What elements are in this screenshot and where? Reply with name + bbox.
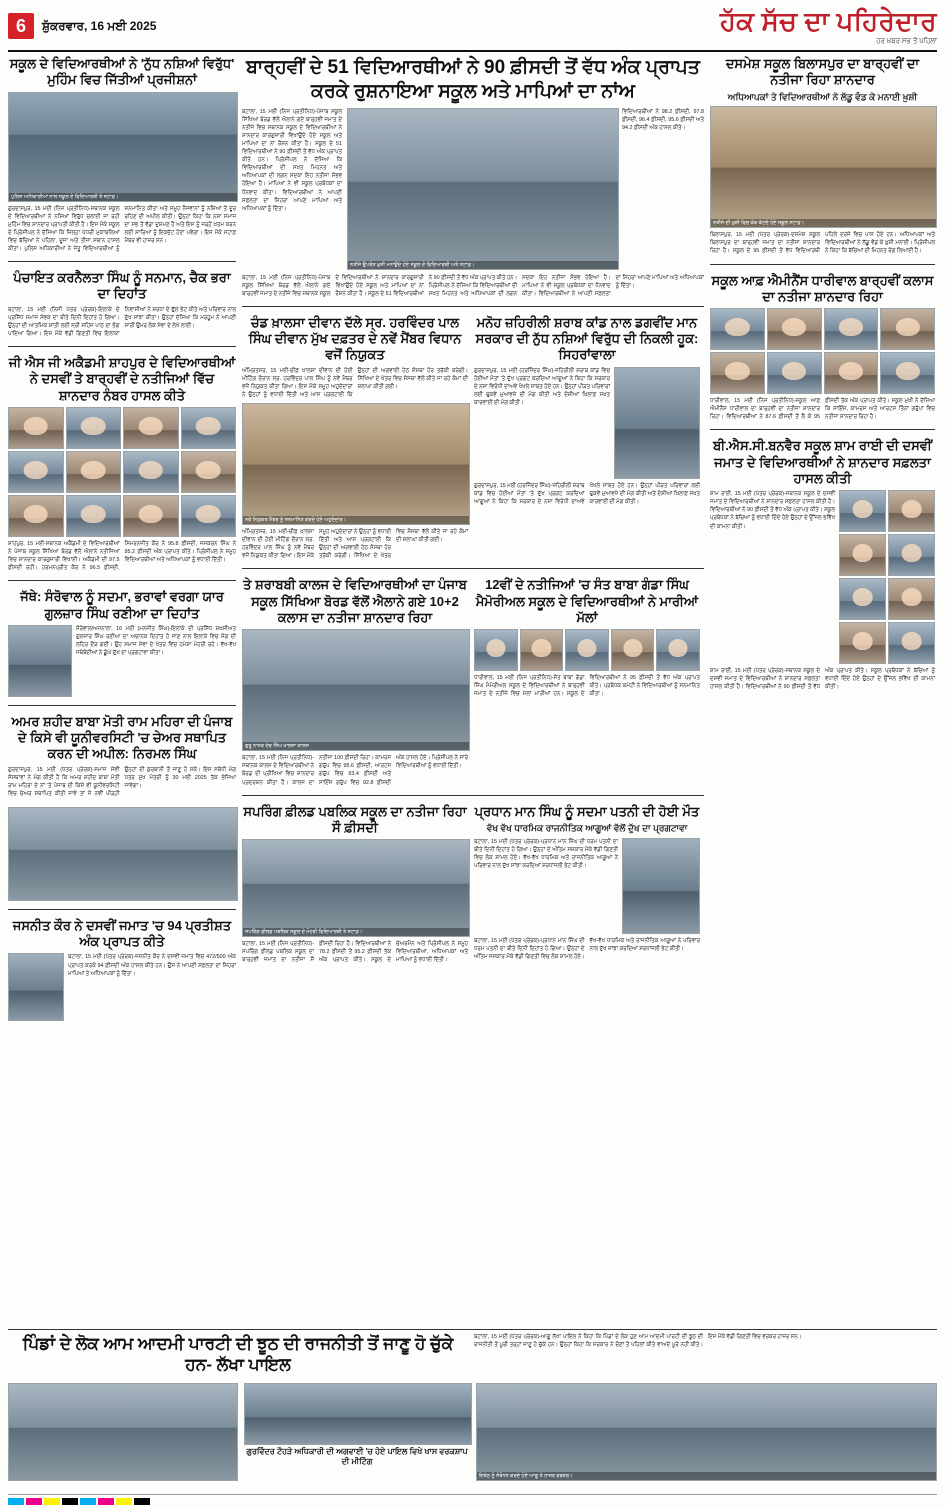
- article-photo: [476, 1383, 937, 1481]
- article-a1: [8, 56, 236, 253]
- swatch-cyan: [8, 1498, 24, 1505]
- article-headline: ਅਮਰ ਸ਼ਹੀਦ ਬਾਬਾ ਮੋਤੀ ਰਾਮ ਮਹਿਰਾ ਦੀ ਪੰਜਾਬ ਦੇ ਕਿਸੇ ਵੀ ਯੂਨੀਵਰਸਿਟੀ 'ਚ ਚੇਅਰ ਸਥਾਪਿਤ ਕਰਨ ਦੀ ਅਪੀਲ: ਨਿਰਮਲ ਸਿੰਘ: [11, 713, 233, 762]
- student-photo: [181, 407, 237, 449]
- student-photo: [839, 490, 886, 532]
- photo-caption: ਨਤੀਜੇ ਉਪਰੰਤ ਖ਼ੁਸ਼ੀ ਮਨਾਉਂਦੇ ਹੋਏ ਸਕੂਲ ਦੇ ਵਿਦਿਆਰਥੀ ਅਤੇ ਸਟਾਫ਼।: [348, 261, 618, 269]
- center-two-up-3: [242, 804, 704, 965]
- divider: [242, 306, 704, 307]
- article-headline: ਮਨੋਹ ਜ਼ਹਿਰੀਲੀ ਸ਼ਰਾਬ ਕਾਂਡ ਨਾਲ ਡਗਵੀਂਦ ਮਾਨ ਸਰਕਾਰ ਦੀ ਨੁੱਧ ਨਸ਼ਿਆਂ ਵਿਰੁੱਧ ਦੀ ਨਿਕਲੀ ਹੂਕ: ਸਿਹਰਾਂਵਾਲਾ: [475, 314, 699, 363]
- student-photo: [181, 451, 237, 493]
- toppers-photo-grid: [474, 629, 700, 671]
- student-photo: [611, 629, 655, 671]
- article-body: ਸੰਰੋਵਾਲ/ਅਜਨਾਲਾ, 16 ਮਈ (ਮਨਜੀਤ ਸਿੰਘ)-ਇਲਾਕੇ ਦੀ ਪ੍ਰਸਿੱਧ ਸ਼ਖ਼ਸੀਅਤ ਗੁਲਜ਼ਾਰ ਸਿੰਘ ਰਣੀਆ ਦਾ ਅਚਾਨਕ ਦਿਹਾਂਤ ਹੋ ਜਾਣ ਨਾਲ ਇਲਾਕੇ ਵਿਚ ਸੋਗ ਦੀ ਲਹਿਰ ਦੌੜ ਗਈ। ਉਹ ਸਮਾਜ ਸੇਵਾ ਦੇ ਖੇਤਰ ਵਿਚ ਹਮੇਸ਼ਾ ਮੋਹਰੀ ਰਹੇ। ਵੱਖ-ਵੱਖ ਜਥੇਬੰਦੀਆਂ ਨੇ ਡੂੰਘੇ ਦੁੱਖ ਦਾ ਪ੍ਰਗਟਾਵਾ ਕੀਤਾ।: [76, 625, 236, 657]
- photo-caption: ਨਵੇਂ ਨਿਯੁਕਤ ਮੈਂਬਰ ਨੂੰ ਸਨਮਾਨਿਤ ਕਰਦੇ ਹੋਏ ਅਹੁਦੇਦਾਰ।: [243, 516, 469, 524]
- article-photo: [347, 108, 619, 270]
- article-body: ਬਿਲਾਸਪੁਰ, 15 ਮਈ (ਪੱਤਰ ਪ੍ਰੇਰਕ)-ਦਸਮੇਸ਼ ਸਕੂਲ ਬਿਲਾਸਪੁਰ ਦਾ ਬਾਰ੍ਹਵੀਂ ਜਮਾਤ ਦਾ ਨਤੀਜਾ ਸ਼ਾਨਦਾਰ ਰਿਹਾ ਹੈ। ਸਕੂਲ ਦੇ 95 ਫ਼ੀਸਦੀ ਤੋਂ ਵੱਧ ਵਿਦਿਆਰਥੀ ਪਹਿਲੇ ਦਰਜੇ ਵਿਚ ਪਾਸ ਹੋਏ ਹਨ। ਅਧਿਆਪਕਾਂ ਅਤੇ ਵਿਦਿਆਰਥੀਆਂ ਨੇ ਲੱਡੂ ਵੰਡ ਕੇ ਖ਼ੁਸ਼ੀ ਮਨਾਈ। ਪ੍ਰਿੰਸੀਪਲ ਨੇ ਕਿਹਾ ਕਿ ਬੱਚਿਆਂ ਦੀ ਮਿਹਨਤ ਰੰਗ ਲਿਆਈ ਹੈ।: [710, 232, 935, 255]
- article-photo: [242, 839, 470, 937]
- article-photo: [244, 1383, 472, 1445]
- divider: [8, 1329, 937, 1330]
- article-a10: [474, 577, 700, 786]
- swatch-magenta: [98, 1498, 114, 1505]
- article-a17: [242, 804, 468, 965]
- student-photo: [880, 352, 935, 394]
- article-body: ਬਟਾਲਾ, 15 ਮਈ (ਨਿਜੀ ਪੱਤਰ ਪ੍ਰੇਰਕ)-ਇਲਾਕੇ ਦੇ ਪ੍ਰਸਿੱਧ ਸਮਾਜ ਸੇਵਕ ਦਾ ਬੀਤੇ ਦਿਨੀਂ ਦਿਹਾਂਤ ਹੋ ਗਿਆ। ਉਨ੍ਹਾਂ ਦੀ ਆਤਮਿਕ ਸ਼ਾਂਤੀ ਲਈ ਸ੍ਰੀ ਸਹਿਜ ਪਾਠ ਦਾ ਭੋਗ ਪਾਇਆ ਗਿਆ। ਇਸ ਮੌਕੇ ਵੱਡੀ ਗਿਣਤੀ ਵਿਚ ਇਲਾਕਾ ਨਿਵਾਸੀਆਂ ਨੇ ਸ਼ਰਧਾ ਦੇ ਫੁੱਲ ਭੇਟ ਕੀਤੇ ਅਤੇ ਪਰਿਵਾਰ ਨਾਲ ਦੁੱਖ ਸਾਂਝਾ ਕੀਤਾ। ਉਨ੍ਹਾਂ ਦੱਸਿਆ ਕਿ ਮਰਹੂਮ ਨੇ ਆਪਣੀ ਸਾਰੀ ਉਮਰ ਲੋਕ ਸੇਵਾ ਦੇ ਲੇਖੇ ਲਾਈ।: [8, 306, 236, 337]
- article-a12: [710, 56, 935, 256]
- article-headline: ਜੀ ਐਸ ਜੀ ਅਕੈਡਮੀ ਸ਼ਾਹਪੁਰ ਦੇ ਵਿਦਿਆਰਥੀਆਂ ਨੇ ਦਸਵੀਂ ਤੇ ਬਾਰ੍ਹਵੀਂ ਦੇ ਨਤੀਜਿਆਂ ਵਿੱਚ ਸ਼ਾਨਦਾਰ ਨੰਬਰ ਹਾਸਲ ਕੀਤੇ: [8, 355, 236, 403]
- swatch-magenta: [26, 1498, 42, 1505]
- article-body: ਧਾਰੀਵਾਲ, 15 ਮਈ (ਨਿਜ ਪ੍ਰਤੀਨਿਧ)-ਸੰਤ ਬਾਬਾ ਗੰਡਾ ਸਿੰਘ ਮੈਮੋਰੀਅਲ ਸਕੂਲ ਦੇ ਵਿਦਿਆਰਥੀਆਂ ਨੇ ਬਾਰ੍ਹਵੀਂ ਜਮਾਤ ਦੇ ਨਤੀਜੇ ਵਿਚ ਮੱਲਾਂ ਮਾਰੀਆਂ ਹਨ। ਸਕੂਲ ਦੇ ਵਿਦਿਆਰਥੀਆਂ ਨੇ 95 ਫ਼ੀਸਦੀ ਤੋਂ ਵੱਧ ਅੰਕ ਪ੍ਰਾਪਤ ਕੀਤੇ। ਪ੍ਰਬੰਧਕ ਕਮੇਟੀ ਨੇ ਵਿਦਿਆਰਥੀਆਂ ਨੂੰ ਸਨਮਾਨਿਤ ਕੀਤਾ।: [474, 675, 700, 698]
- article-body: ਸ਼ਾਮ ਰਾਈ, 15 ਮਈ (ਪੱਤਰ ਪ੍ਰੇਰਕ)-ਸਥਾਨਕ ਸਕੂਲ ਦੇ ਦਸਵੀਂ ਜਮਾਤ ਦੇ ਵਿਦਿਆਰਥੀਆਂ ਨੇ ਸ਼ਾਨਦਾਰ ਸਫ਼ਲਤਾ ਹਾਸਲ ਕੀਤੀ ਹੈ। ਵਿਦਿਆਰਥੀਆਂ ਨੇ 90 ਫ਼ੀਸਦੀ ਤੋਂ ਵੱਧ ਅੰਕ ਪ੍ਰਾਪਤ ਕੀਤੇ। ਸਕੂਲ ਪ੍ਰਬੰਧਕਾਂ ਨੇ ਬੱਚਿਆਂ ਨੂੰ ਵਧਾਈ ਦਿੰਦੇ ਹੋਏ ਉਨ੍ਹਾਂ ਦੇ ਉੱਜਲ ਭਵਿੱਖ ਦੀ ਕਾਮਨਾ ਕੀਤੀ।: [710, 491, 835, 530]
- student-photo: [839, 578, 886, 620]
- publication-date: ਸ਼ੁੱਕਰਵਾਰ, 16 ਮਈ 2025: [42, 18, 157, 33]
- student-photo: [8, 953, 64, 1021]
- student-photo: [888, 578, 935, 620]
- student-photo: [123, 407, 179, 449]
- student-photo: [839, 622, 886, 664]
- bottom-banner: [8, 1326, 937, 1482]
- article-a6: [242, 56, 704, 298]
- photo-caption: ਪੁਲਿਸ ਅਧਿਕਾਰੀਆਂ ਨਾਲ ਸਕੂਲ ਦੇ ਵਿਦਿਆਰਥੀ ਤੇ ਸਟਾਫ਼।: [9, 193, 237, 201]
- photo-caption: ਨਤੀਜੇ ਦੀ ਖ਼ੁਸ਼ੀ ਵਿਚ ਕੇਕ ਕੱਟਦੇ ਹੋਏ ਸਕੂਲ ਸਟਾਫ਼।: [711, 219, 936, 227]
- student-photo: [520, 629, 564, 671]
- student-photo: [888, 490, 935, 532]
- page-number-badge: 6: [8, 13, 34, 39]
- swatch-yellow: [44, 1498, 60, 1505]
- footer-rule: [8, 1494, 937, 1495]
- article-headline: ਬੀ.ਐਸ.ਸੀ.ਬਨਵੈਰ ਸਕੂਲ ਸ਼ਾਮ ਰਾਈ ਦੀ ਦਸਵੀਂ ਜਮਾਤ ਦੇ ਵਿਦਿਆਰਥੀਆਂ ਨੇ ਸ਼ਾਨਦਾਰ ਸਫ਼ਲਤਾ ਹਾਸਲ ਕੀਤੀ: [713, 438, 932, 486]
- student-photo: [767, 308, 822, 350]
- article-headline: ਦਸਮੇਸ਼ ਸਕੂਲ ਬਿਲਾਸਪੁਰ ਦਾ ਬਾਰ੍ਹਵੀਂ ਦਾ ਨਤੀਜਾ ਰਿਹਾ ਸ਼ਾਨਦਾਰ: [725, 56, 920, 88]
- right-column: [710, 56, 935, 1476]
- article-body-continued: ਸ਼ਾਮ ਰਾਈ, 15 ਮਈ (ਪੱਤਰ ਪ੍ਰੇਰਕ)-ਸਥਾਨਕ ਸਕੂਲ ਦੇ ਦਸਵੀਂ ਜਮਾਤ ਦੇ ਵਿਦਿਆਰਥੀਆਂ ਨੇ ਸ਼ਾਨਦਾਰ ਸਫ਼ਲਤਾ ਹਾਸਲ ਕੀਤੀ ਹੈ। ਵਿਦਿਆਰਥੀਆਂ ਨੇ 90 ਫ਼ੀਸਦੀ ਤੋਂ ਵੱਧ ਅੰਕ ਪ੍ਰਾਪਤ ਕੀਤੇ। ਸਕੂਲ ਪ੍ਰਬੰਧਕਾਂ ਨੇ ਬੱਚਿਆਂ ਨੂੰ ਵਧਾਈ ਦਿੰਦੇ ਹੋਏ ਉਨ੍ਹਾਂ ਦੇ ਉੱਜਲ ਭਵਿੱਖ ਦੀ ਕਾਮਨਾ ਕੀਤੀ।: [710, 668, 935, 691]
- article-a15-media: [474, 1333, 937, 1380]
- divider: [710, 264, 935, 265]
- cmyk-registration-bar: [8, 1498, 150, 1505]
- toppers-photo-grid: [8, 407, 236, 537]
- article-photo: [8, 92, 238, 202]
- article-body-continued: ਗੁਰਦਾਸਪੁਰ, 15 ਮਈ (ਹਰਜਿੰਦਰ ਸਿੰਘ)-ਜ਼ਹਿਰੀਲੀ ਸ਼ਰਾਬ ਕਾਂਡ ਵਿਚ ਹੋਈਆਂ ਮੌਤਾਂ 'ਤੇ ਦੁੱਖ ਪ੍ਰਗਟ ਕਰਦਿਆਂ ਆਗੂਆਂ ਨੇ ਕਿਹਾ ਕਿ ਸਰਕਾਰ ਦੇ ਨਸ਼ਾ ਵਿਰੋਧੀ ਦਾਅਵੇ ਖੋਖਲੇ ਸਾਬਤ ਹੋਏ ਹਨ। ਉਨ੍ਹਾਂ ਪੀੜਤ ਪਰਿਵਾਰਾਂ ਲਈ ਢੁਕਵੇਂ ਮੁਆਵਜ਼ੇ ਦੀ ਮੰਗ ਕੀਤੀ ਅਤੇ ਦੋਸ਼ੀਆਂ ਖ਼ਿਲਾਫ਼ ਸਖ਼ਤ ਕਾਰਵਾਈ ਦੀ ਮੰਗ ਕੀਤੀ।: [474, 482, 700, 505]
- newspaper-title: ਹੱਕ ਸੱਚ ਦਾ ਪਹਿਰੇਦਾਰ: [719, 7, 937, 36]
- article-headline: ਸਕੂਲ ਆਫ਼ ਐਮੀਨੈਂਸ ਧਾਰੀਵਾਲ ਬਾਰ੍ਹਵੀਂ ਕਲਾਸ ਦਾ ਨਤੀਜਾ ਸ਼ਾਨਦਾਰ ਰਿਹਾ: [711, 272, 934, 304]
- student-photo: [123, 451, 179, 493]
- student-photo: [474, 629, 518, 671]
- article-body-continued: ਬਟਾਲਾ, 15 ਮਈ (ਪੱਤਰ ਪ੍ਰੇਰਕ)-ਪ੍ਰਧਾਨ ਮਾਨ ਸਿੰਘ ਦੀ ਧਰਮ ਪਤਨੀ ਦਾ ਬੀਤੇ ਦਿਨੀਂ ਦਿਹਾਂਤ ਹੋ ਗਿਆ। ਉਨ੍ਹਾਂ ਦੇ ਅੰਤਿਮ ਸਸਕਾਰ ਮੌਕੇ ਵੱਡੀ ਗਿਣਤੀ ਵਿਚ ਲੋਕ ਸ਼ਾਮਲ ਹੋਏ। ਵੱਖ-ਵੱਖ ਧਾਰਮਿਕ ਅਤੇ ਰਾਜਨੀਤਿਕ ਆਗੂਆਂ ਨੇ ਪਰਿਵਾਰ ਨਾਲ ਦੁੱਖ ਸਾਂਝਾ ਕਰਦਿਆਂ ਸ਼ਰਧਾਂਜਲੀ ਭੇਟ ਕੀਤੀ।: [474, 937, 700, 960]
- student-photo: [565, 629, 609, 671]
- page-grid: [8, 56, 937, 1476]
- article-a3: [8, 355, 236, 572]
- article-a7: [242, 315, 468, 561]
- swatch-yellow: [116, 1498, 132, 1505]
- article-headline: ਪ੍ਰਧਾਨ ਮਾਨ ਸਿੰਘ ਨੂੰ ਸਦਮਾ ਪਤਨੀ ਦੀ ਹੋਈ ਮੌਤ: [474, 803, 700, 819]
- article-photo: [242, 403, 470, 525]
- article-a18: [244, 1383, 470, 1481]
- divider: [710, 429, 935, 430]
- student-photo: [8, 451, 64, 493]
- article-body: ਬਟਾਲਾ, 15 ਮਈ (ਨਿਜ ਪ੍ਰਤੀਨਿਧ)-ਸਥਾਨਕ ਕਾਲਜ ਦੇ ਵਿਦਿਆਰਥੀਆਂ ਨੇ ਬੋਰਡ ਦੀ ਪ੍ਰੀਖਿਆ ਵਿਚ ਸ਼ਾਨਦਾਰ ਪ੍ਰਦਰਸ਼ਨ ਕੀਤਾ ਹੈ। ਕਾਲਜ ਦਾ ਨਤੀਜਾ 100 ਫ਼ੀਸਦੀ ਰਿਹਾ। ਕਾਮਰਸ ਗਰੁੱਪ ਵਿਚ 95.6 ਫ਼ੀਸਦੀ, ਆਰਟਸ ਗਰੁੱਪ ਵਿਚ 93.4 ਫ਼ੀਸਦੀ ਅਤੇ ਸਾਇੰਸ ਗਰੁੱਪ ਵਿਚ 92.8 ਫ਼ੀਸਦੀ ਅੰਕ ਹਾਸਲ ਹੋਏ। ਪ੍ਰਿੰਸੀਪਲ ਨੇ ਸਾਰੇ ਵਿਦਿਆਰਥੀਆਂ ਨੂੰ ਵਧਾਈ ਦਿੱਤੀ।: [242, 755, 468, 786]
- article-a8: [242, 577, 468, 786]
- center-two-up: [242, 315, 704, 561]
- divider: [8, 346, 236, 347]
- article-headline: 12ਵੀਂ ਦੇ ਨਤੀਜਿਆਂ 'ਚ ਸੰਤ ਬਾਬਾ ਗੰਡਾ ਸਿੰਘ ਮੈਮੋਰੀਅਲ ਸਕੂਲ ਦੇ ਵਿਦਿਆਰਥੀਆਂ ਨੇ ਮਾਰੀਆਂ ਮੱਲਾਂ: [475, 577, 699, 625]
- swatch-black: [134, 1498, 150, 1505]
- article-photo: [8, 807, 238, 901]
- article-body: ਸ਼ਾਹਪੁਰ, 15 ਮਈ-ਸਥਾਨਕ ਅਕੈਡਮੀ ਦੇ ਵਿਦਿਆਰਥੀਆਂ ਨੇ ਪੰਜਾਬ ਸਕੂਲ ਸਿੱਖਿਆ ਬੋਰਡ ਵੱਲੋਂ ਐਲਾਨੇ ਨਤੀਜਿਆਂ ਵਿਚ ਸ਼ਾਨਦਾਰ ਕਾਰਗੁਜ਼ਾਰੀ ਵਿਖਾਈ। ਅਕੈਡਮੀ ਦੀ 97.5 ਫ਼ੀਸਦੀ ਰਹੀ। ਹਰਮਨਪ੍ਰੀਤ ਕੌਰ ਨੇ 96.5 ਫ਼ੀਸਦੀ, ਸਿਮਰਨਜੀਤ ਕੌਰ ਨੇ 95.8 ਫ਼ੀਸਦੀ, ਜਸਕਰਨ ਸਿੰਘ ਨੇ 95.2 ਫ਼ੀਸਦੀ ਅੰਕ ਪ੍ਰਾਪਤ ਕੀਤੇ। ਪ੍ਰਿੰਸੀਪਲ ਨੇ ਸਮੂਹ ਵਿਦਿਆਰਥੀਆਂ ਅਤੇ ਅਧਿਆਪਕਾਂ ਨੂੰ ਵਧਾਈ ਦਿੱਤੀ।: [8, 540, 236, 572]
- article-body: ਬਟਾਲਾ, 15 ਮਈ (ਪੱਤਰ ਪ੍ਰੇਰਕ)-ਆਗੂ ਲੱਖਾ ਪਾਇਲ ਨੇ ਕਿਹਾ ਕਿ ਪਿੰਡਾਂ ਦੇ ਲੋਕ ਹੁਣ ਆਮ ਆਦਮੀ ਪਾਰਟੀ ਦੀ ਝੂਠ ਦੀ ਰਾਜਨੀਤੀ ਤੋਂ ਪੂਰੀ ਤਰ੍ਹਾਂ ਜਾਣੂ ਹੋ ਚੁੱਕੇ ਹਨ। ਉਨ੍ਹਾਂ ਕਿਹਾ ਕਿ ਸਰਕਾਰ ਨੇ ਚੋਣਾਂ ਤੋਂ ਪਹਿਲਾਂ ਕੀਤੇ ਵਾਅਦੇ ਪੂਰੇ ਨਹੀਂ ਕੀਤੇ। ਇਸ ਮੌਕੇ ਵੱਡੀ ਗਿਣਤੀ ਵਿਚ ਵਰਕਰ ਹਾਜ਼ਰ ਸਨ।: [474, 1333, 802, 1348]
- article-headline: ਚੰਡ ਖ਼ਾਲਸਾ ਦੀਵਾਨ ਦੱਲੇ ਸ੍ਰ. ਹਰਵਿੰਦਰ ਪਾਲ ਸਿੰਘ ਦੀਵਾਨ ਮੁੱਖ ਦਫ਼ਤਰ ਦੇ ਨਵੇਂ ਮੈਂਬਰ ਵਿਧਾਨ ਵਜੋਂ ਨਿਯੁਕਤ: [248, 314, 462, 363]
- toppers-photo-grid: [839, 490, 935, 664]
- masthead: [8, 6, 937, 52]
- article-headline: ਗੁਰਵਿੰਦਰ ਟੌਹੜੇ ਅਧਿਕਾਰੀ ਦੀ ਅਗਵਾਈ 'ਚ ਹੋਏ ਪਾਇਲ ਵਿਖੇ ਖਾਸ ਵਰਕਸ਼ਾਪ ਦੀ ਮੀਟਿੰਗ: [246, 1447, 468, 1466]
- student-photo: [66, 451, 122, 493]
- article-headline: ਤੇ ਸ਼ਰਾਬਬੀ ਕਾਲਜ ਦੇ ਵਿਦਿਆਰਥੀਆਂ ਦਾ ਪੰਜਾਬ ਸਕੂਲ ਸਿੱਖਿਆ ਬੋਰਡ ਵੱਲੋਂ ਐਲਾਨੇ ਗਏ 10+2 ਕਲਾਸ ਦਾ ਨਤੀਜਾ ਸ਼ਾਨਦਾਰ ਰਿਹਾ: [243, 577, 467, 625]
- article-photo: [622, 838, 700, 934]
- article-a5: [8, 714, 236, 798]
- student-photo: [8, 495, 64, 537]
- student-photo: [824, 308, 879, 350]
- photo-caption: ਇਕੱਠ ਨੂੰ ਸੰਬੋਧਨ ਕਰਦੇ ਹੋਏ ਆਗੂ ਤੇ ਹਾਜ਼ਰ ਵਰਕਰ।: [477, 1472, 936, 1480]
- article-photo: [710, 106, 937, 228]
- article-a16: [8, 918, 236, 1022]
- photo-caption: ਸਪਰਿੰਗ ਫ਼ੀਲਡ ਪਬਲਿਕ ਸਕੂਲ ਦੇ ਮੋਹਰੀ ਵਿਦਿਆਰਥੀ ਤੇ ਸਟਾਫ਼।: [243, 928, 469, 936]
- divider: [8, 261, 236, 262]
- article-a2: [8, 270, 236, 338]
- student-photo: [880, 308, 935, 350]
- student-photo: [66, 407, 122, 449]
- student-photo: [888, 534, 935, 576]
- newspaper-tagline: ਹਰ ਖ਼ਬਰ ਸਭ ਤੋਂ ਪਹਿਲਾਂ: [876, 38, 937, 45]
- article-headline: ਪਿੰਡਾਂ ਦੇ ਲੋਕ ਆਮ ਆਦਮੀ ਪਾਰਟੀ ਦੀ ਝੂਠ ਦੀ ਰਾਜਨੀਤੀ ਤੋਂ ਜਾਣੂ ਹੋ ਚੁੱਕੇ ਹਨ- ਲੱਖਾ ਪਾਇਲ: [22, 1333, 454, 1374]
- article-photo: [242, 629, 470, 751]
- article-body: ਗੁਰਦਾਸਪੁਰ, 15 ਮਈ (ਹਰਜਿੰਦਰ ਸਿੰਘ)-ਜ਼ਹਿਰੀਲੀ ਸ਼ਰਾਬ ਕਾਂਡ ਵਿਚ ਹੋਈਆਂ ਮੌਤਾਂ 'ਤੇ ਦੁੱਖ ਪ੍ਰਗਟ ਕਰਦਿਆਂ ਆਗੂਆਂ ਨੇ ਕਿਹਾ ਕਿ ਸਰਕਾਰ ਦੇ ਨਸ਼ਾ ਵਿਰੋਧੀ ਦਾਅਵੇ ਖੋਖਲੇ ਸਾਬਤ ਹੋਏ ਹਨ। ਉਨ੍ਹਾਂ ਪੀੜਤ ਪਰਿਵਾਰਾਂ ਲਈ ਢੁਕਵੇਂ ਮੁਆਵਜ਼ੇ ਦੀ ਮੰਗ ਕੀਤੀ ਅਤੇ ਦੋਸ਼ੀਆਂ ਖ਼ਿਲਾਫ਼ ਸਖ਼ਤ ਕਾਰਵਾਈ ਦੀ ਮੰਗ ਕੀਤੀ।: [474, 367, 610, 407]
- center-column: [242, 56, 704, 1476]
- article-body: ਅੰਮ੍ਰਿਤਸਰ, 15 ਮਈ-ਚੀਫ਼ ਖ਼ਾਲਸਾ ਦੀਵਾਨ ਦੀ ਹੋਈ ਮੀਟਿੰਗ ਦੌਰਾਨ ਸ੍ਰ. ਹਰਵਿੰਦਰ ਪਾਲ ਸਿੰਘ ਨੂੰ ਨਵੇਂ ਮੈਂਬਰ ਵਜੋਂ ਨਿਯੁਕਤ ਕੀਤਾ ਗਿਆ। ਇਸ ਮੌਕੇ ਸਮੂਹ ਅਹੁਦੇਦਾਰਾਂ ਨੇ ਉਨ੍ਹਾਂ ਨੂੰ ਵਧਾਈ ਦਿੱਤੀ ਅਤੇ ਆਸ ਪ੍ਰਗਟਾਈ ਕਿ ਉਨ੍ਹਾਂ ਦੀ ਅਗਵਾਈ ਹੇਠ ਸੰਸਥਾ ਹੋਰ ਤਰੱਕੀ ਕਰੇਗੀ। ਸਿੱਖਿਆ ਦੇ ਖੇਤਰ ਵਿਚ ਸੰਸਥਾ ਵੱਲੋਂ ਕੀਤੇ ਜਾ ਰਹੇ ਕੰਮਾਂ ਦੀ ਸ਼ਲਾਘਾ ਕੀਤੀ ਗਈ।: [242, 367, 468, 398]
- article-body-secondary: ਵਿਦਿਆਰਥੀਆਂ ਨੇ 98.2 ਫ਼ੀਸਦੀ, 97.8 ਫ਼ੀਸਦੀ, 96.4 ਫ਼ੀਸਦੀ, 95.6 ਫ਼ੀਸਦੀ ਅਤੇ 94.2 ਫ਼ੀਸਦੀ ਅੰਕ ਹਾਸਲ ਕੀਤੇ।: [622, 108, 704, 131]
- article-body: ਗੁਰਦਾਸਪੁਰ, 15 ਮਈ (ਨਿਜ ਪ੍ਰਤੀਨਿਧ)-ਸਥਾਨਕ ਸਕੂਲ ਦੇ ਵਿਦਿਆਰਥੀਆਂ ਨੇ ਨਸ਼ਿਆਂ ਵਿਰੁੱਧ ਚਲਾਈ ਜਾ ਰਹੀ ਮੁਹਿੰਮ ਵਿਚ ਸ਼ਾਨਦਾਰ ਪ੍ਰਾਪਤੀ ਕੀਤੀ ਹੈ। ਇਸ ਮੌਕੇ ਸਕੂਲ ਦੇ ਪ੍ਰਿੰਸੀਪਲ ਨੇ ਦੱਸਿਆ ਕਿ ਜ਼ਿਲ੍ਹਾ ਪੱਧਰੀ ਮੁਕਾਬਲਿਆਂ ਵਿਚ ਬੱਚਿਆਂ ਨੇ ਪਹਿਲਾ, ਦੂਜਾ ਅਤੇ ਤੀਜਾ ਸਥਾਨ ਹਾਸਲ ਕੀਤਾ। ਪੁਲਿਸ ਅਧਿਕਾਰੀਆਂ ਨੇ ਜੇਤੂ ਵਿਦਿਆਰਥੀਆਂ ਨੂੰ ਸਨਮਾਨਿਤ ਕੀਤਾ ਅਤੇ ਸਮੂਹ ਨੌਜਵਾਨਾਂ ਨੂੰ ਨਸ਼ਿਆਂ ਤੋਂ ਦੂਰ ਰਹਿਣ ਦੀ ਅਪੀਲ ਕੀਤੀ। ਉਨ੍ਹਾਂ ਕਿਹਾ ਕਿ ਨਸ਼ਾ ਸਮਾਜ ਦਾ ਸਭ ਤੋਂ ਵੱਡਾ ਦੁਸ਼ਮਣ ਹੈ ਅਤੇ ਇਸ ਨੂੰ ਜੜ੍ਹੋਂ ਖ਼ਤਮ ਕਰਨ ਲਈ ਸਾਰਿਆਂ ਨੂੰ ਇਕਜੁੱਟ ਹੋਣਾ ਪਵੇਗਾ। ਇਸ ਮੌਕੇ ਸਟਾਫ਼ ਮੈਂਬਰ ਵੀ ਹਾਜ਼ਰ ਸਨ।: [8, 205, 236, 253]
- article-subheadline: ਅਧਿਆਪਕਾਂ ਤੇ ਵਿਦਿਆਰਥੀਆਂ ਨੇ ਲੱਡੂ ਵੰਡ ਕੇ ਮਨਾਈ ਖ਼ੁਸ਼ੀ: [727, 91, 918, 102]
- student-photo: [710, 352, 765, 394]
- article-headline: ਸਪਰਿੰਗ ਫ਼ੀਲਡ ਪਬਲਿਕ ਸਕੂਲ ਦਾ ਨਤੀਜਾ ਰਿਹਾ ਸੌ ਫ਼ੀਸਦੀ: [243, 803, 467, 835]
- student-photo: [839, 534, 886, 576]
- article-body-continued: ਅੰਮ੍ਰਿਤਸਰ, 15 ਮਈ-ਚੀਫ਼ ਖ਼ਾਲਸਾ ਦੀਵਾਨ ਦੀ ਹੋਈ ਮੀਟਿੰਗ ਦੌਰਾਨ ਸ੍ਰ. ਹਰਵਿੰਦਰ ਪਾਲ ਸਿੰਘ ਨੂੰ ਨਵੇਂ ਮੈਂਬਰ ਵਜੋਂ ਨਿਯੁਕਤ ਕੀਤਾ ਗਿਆ। ਇਸ ਮੌਕੇ ਸਮੂਹ ਅਹੁਦੇਦਾਰਾਂ ਨੇ ਉਨ੍ਹਾਂ ਨੂੰ ਵਧਾਈ ਦਿੱਤੀ ਅਤੇ ਆਸ ਪ੍ਰਗਟਾਈ ਕਿ ਉਨ੍ਹਾਂ ਦੀ ਅਗਵਾਈ ਹੇਠ ਸੰਸਥਾ ਹੋਰ ਤਰੱਕੀ ਕਰੇਗੀ। ਸਿੱਖਿਆ ਦੇ ਖੇਤਰ ਵਿਚ ਸੰਸਥਾ ਵੱਲੋਂ ਕੀਤੇ ਜਾ ਰਹੇ ਕੰਮਾਂ ਦੀ ਸ਼ਲਾਘਾ ਕੀਤੀ ਗਈ।: [242, 529, 468, 560]
- article-body: ਗੁਰਦਾਸਪੁਰ, 15 ਮਈ (ਪੱਤਰ ਪ੍ਰੇਰਕ)-ਸਮਾਜ ਸੇਵੀ ਸੰਸਥਾਵਾਂ ਨੇ ਮੰਗ ਕੀਤੀ ਹੈ ਕਿ ਅਮਰ ਸ਼ਹੀਦ ਬਾਬਾ ਮੋਤੀ ਰਾਮ ਮਹਿਰਾ ਦੇ ਨਾਂ 'ਤੇ ਪੰਜਾਬ ਦੀ ਕਿਸੇ ਵੀ ਯੂਨੀਵਰਸਿਟੀ ਵਿਚ ਚੇਅਰ ਸਥਾਪਿਤ ਕੀਤੀ ਜਾਵੇ ਤਾਂ ਜੋ ਨਵੀਂ ਪੀੜ੍ਹੀ ਉਨ੍ਹਾਂ ਦੀ ਕੁਰਬਾਨੀ ਤੋਂ ਜਾਣੂ ਹੋ ਸਕੇ। ਇਸ ਸਬੰਧੀ ਮੰਗ ਪੱਤਰ ਮੁੱਖ ਮੰਤਰੀ ਨੂੰ 30 ਮਈ 2025 ਤੱਕ ਭੇਜਿਆ ਜਾਵੇਗਾ।: [8, 766, 236, 797]
- divider: [8, 580, 236, 581]
- student-photo: [710, 308, 765, 350]
- article-headline: ਬਾਰ੍ਹਵੀਂ ਦੇ 51 ਵਿਦਿਆਰਥੀਆਂ ਨੇ 90 ਫ਼ੀਸਦੀ ਤੋਂ ਵੱਧ ਅੰਕ ਪ੍ਰਾਪਤ ਕਰਕੇ ਰੁਸ਼ਨਾਇਆ ਸਕੂਲ ਅਤੇ ਮਾਪਿਆਂ ਦਾ ਨਾਂਅ: [246, 57, 700, 102]
- article-photo: [614, 367, 700, 479]
- student-photo: [181, 495, 237, 537]
- student-photo: [824, 352, 879, 394]
- article-photo: [8, 1383, 238, 1481]
- article-body-continued: ਬਟਾਲਾ, 15 ਮਈ (ਨਿਜ ਪ੍ਰਤੀਨਿਧ)-ਪੰਜਾਬ ਸਕੂਲ ਸਿੱਖਿਆ ਬੋਰਡ ਵੱਲੋਂ ਐਲਾਨੇ ਗਏ ਬਾਰ੍ਹਵੀਂ ਜਮਾਤ ਦੇ ਨਤੀਜੇ ਵਿਚ ਸਥਾਨਕ ਸਕੂਲ ਦੇ ਵਿਦਿਆਰਥੀਆਂ ਨੇ ਸ਼ਾਨਦਾਰ ਕਾਰਗੁਜ਼ਾਰੀ ਵਿਖਾਉਂਦੇ ਹੋਏ ਸਕੂਲ ਅਤੇ ਮਾਪਿਆਂ ਦਾ ਨਾਂ ਰੌਸ਼ਨ ਕੀਤਾ ਹੈ। ਸਕੂਲ ਦੇ 51 ਵਿਦਿਆਰਥੀਆਂ ਨੇ 90 ਫ਼ੀਸਦੀ ਤੋਂ ਵੱਧ ਅੰਕ ਪ੍ਰਾਪਤ ਕੀਤੇ ਹਨ। ਪ੍ਰਿੰਸੀਪਲ ਨੇ ਦੱਸਿਆ ਕਿ ਵਿਦਿਆਰਥੀਆਂ ਦੀ ਸਖ਼ਤ ਮਿਹਨਤ ਅਤੇ ਅਧਿਆਪਕਾਂ ਦੀ ਲਗਨ ਸਦਕਾ ਇਹ ਨਤੀਜਾ ਸੰਭਵ ਹੋਇਆ ਹੈ। ਮਾਪਿਆਂ ਨੇ ਵੀ ਸਕੂਲ ਪ੍ਰਬੰਧਕਾਂ ਦਾ ਧੰਨਵਾਦ ਕੀਤਾ। ਵਿਦਿਆਰਥੀਆਂ ਨੇ ਆਪਣੀ ਸਫ਼ਲਤਾ ਦਾ ਸਿਹਰਾ ਆਪਣੇ ਮਾਪਿਆਂ ਅਤੇ ਅਧਿਆਪਕਾਂ ਨੂੰ ਦਿੱਤਾ।: [242, 274, 704, 297]
- article-headline: ਜਸਨੀਤ ਕੌਰ ਨੇ ਦਸਵੀਂ ਜਮਾਤ 'ਚ 94 ਪ੍ਰਤੀਸ਼ਤ ਅੰਕ ਪ੍ਰਾਪਤ ਕੀਤੇ: [12, 917, 232, 950]
- center-two-up-2: [242, 577, 704, 786]
- article-a9: [474, 315, 700, 561]
- toppers-photo-grid: [710, 308, 935, 394]
- article-a11: [474, 804, 700, 965]
- divider: [242, 795, 704, 796]
- article-headline: ਪੰਚਾਇਤ ਕਰਨੈਲਤਾ ਸਿੰਘ ਨੂੰ ਸਨਮਾਨ, ਚੈਕ ਭਰਾ ਦਾ ਦਿਹਾਂਤ: [13, 270, 231, 302]
- article-a13: [710, 273, 935, 422]
- student-photo: [767, 352, 822, 394]
- divider: [8, 909, 236, 910]
- article-headline: ਜੱਥੇ: ਸੰਰੋਵਾਲ ਨੂੰ ਸਦਮਾ, ਭਰਾਵਾਂ ਵਰਗਾ ਯਾਰ ਗੁਲਜ਼ਾਰ ਸਿੰਘ ਰਣੀਆ ਦਾ ਦਿਹਾਂਤ: [20, 589, 224, 621]
- divider: [8, 705, 236, 706]
- article-body: ਬਟਾਲਾ, 15 ਮਈ (ਪੱਤਰ ਪ੍ਰੇਰਕ)-ਜਸਨੀਤ ਕੌਰ ਨੇ ਦਸਵੀਂ ਜਮਾਤ ਵਿਚ 472/500 ਅੰਕ ਪ੍ਰਾਪਤ ਕਰਕੇ 94 ਫ਼ੀਸਦੀ ਅੰਕ ਹਾਸਲ ਕੀਤੇ ਹਨ। ਉਸ ਨੇ ਆਪਣੀ ਸਫ਼ਲਤਾ ਦਾ ਸਿਹਰਾ ਮਾਪਿਆਂ ਤੇ ਅਧਿਆਪਕਾਂ ਨੂੰ ਦਿੱਤਾ।: [68, 954, 236, 977]
- student-photo: [66, 495, 122, 537]
- photo-caption: ਗੁਰੂ ਨਾਨਕ ਦੇਵ ਸਿੰਘ ਖ਼ਾਲਸਾ ਕਾਲਜ: [243, 742, 469, 750]
- article-photo: [8, 625, 72, 697]
- student-photo: [123, 495, 179, 537]
- student-photo: [8, 407, 64, 449]
- student-photo: [888, 622, 935, 664]
- article-a15-text: [8, 1333, 468, 1380]
- divider: [242, 568, 704, 569]
- article-body: ਬਟਾਲਾ, 15 ਮਈ (ਨਿਜ ਪ੍ਰਤੀਨਿਧ)-ਸਪਰਿੰਗ ਫ਼ੀਲਡ ਪਬਲਿਕ ਸਕੂਲ ਦਾ ਬਾਰ੍ਹਵੀਂ ਜਮਾਤ ਦਾ ਨਤੀਜਾ ਸੌ ਫ਼ੀਸਦੀ ਰਿਹਾ ਹੈ। ਵਿਦਿਆਰਥੀਆਂ ਨੇ 78.2 ਫ਼ੀਸਦੀ ਤੋਂ 95.2 ਫ਼ੀਸਦੀ ਤੱਕ ਅੰਕ ਪ੍ਰਾਪਤ ਕੀਤੇ। ਸਕੂਲ ਦੇ ਚੇਅਰਮੈਨ ਅਤੇ ਪ੍ਰਿੰਸੀਪਲ ਨੇ ਸਮੂਹ ਵਿਦਿਆਰਥੀਆਂ, ਅਧਿਆਪਕਾਂ ਅਤੇ ਮਾਪਿਆਂ ਨੂੰ ਵਧਾਈ ਦਿੱਤੀ।: [242, 941, 468, 964]
- article-body: ਬਟਾਲਾ, 15 ਮਈ (ਪੱਤਰ ਪ੍ਰੇਰਕ)-ਪ੍ਰਧਾਨ ਮਾਨ ਸਿੰਘ ਦੀ ਧਰਮ ਪਤਨੀ ਦਾ ਬੀਤੇ ਦਿਨੀਂ ਦਿਹਾਂਤ ਹੋ ਗਿਆ। ਉਨ੍ਹਾਂ ਦੇ ਅੰਤਿਮ ਸਸਕਾਰ ਮੌਕੇ ਵੱਡੀ ਗਿਣਤੀ ਵਿਚ ਲੋਕ ਸ਼ਾਮਲ ਹੋਏ। ਵੱਖ-ਵੱਖ ਧਾਰਮਿਕ ਅਤੇ ਰਾਜਨੀਤਿਕ ਆਗੂਆਂ ਨੇ ਪਰਿਵਾਰ ਨਾਲ ਦੁੱਖ ਸਾਂਝਾ ਕਰਦਿਆਂ ਸ਼ਰਧਾਂਜਲੀ ਭੇਟ ਕੀਤੀ।: [474, 838, 618, 869]
- article-body: ਧਾਰੀਵਾਲ, 15 ਮਈ (ਨਿਜ ਪ੍ਰਤੀਨਿਧ)-ਸਕੂਲ ਆਫ਼ ਐਮੀਨੈਂਸ ਧਾਰੀਵਾਲ ਦਾ ਬਾਰ੍ਹਵੀਂ ਦਾ ਨਤੀਜਾ ਸ਼ਾਨਦਾਰ ਰਿਹਾ। ਵਿਦਿਆਰਥੀਆਂ ਨੇ 87.6 ਫ਼ੀਸਦੀ ਤੋਂ ਲੈ ਕੇ 95 ਫ਼ੀਸਦੀ ਤੱਕ ਅੰਕ ਪ੍ਰਾਪਤ ਕੀਤੇ। ਸਕੂਲ ਮੁਖੀ ਨੇ ਦੱਸਿਆ ਕਿ ਸਾਇੰਸ, ਕਾਮਰਸ ਅਤੇ ਆਰਟਸ ਤਿੰਨਾਂ ਗਰੁੱਪਾਂ ਵਿਚ ਨਤੀਜਾ ਸ਼ਾਨਦਾਰ ਰਿਹਾ ਹੈ।: [710, 398, 935, 421]
- swatch-cyan: [80, 1498, 96, 1505]
- swatch-black: [62, 1498, 78, 1505]
- article-subheadline: ਵੱਖ ਵੱਖ ਧਾਰਮਿਕ ਰਾਜਨੀਤਿਕ ਆਗੂਆਂ ਵੱਲੋਂ ਦੁੱਖ ਦਾ ਪ੍ਰਗਟਾਵਾ: [486, 822, 688, 833]
- article-headline: ਸਕੂਲ ਦੇ ਵਿਦਿਆਰਥੀਆਂ ਨੇ 'ਨੁੱਧ ਨਸ਼ਿਆਂ ਵਿਰੁੱਧ' ਮੁਹਿੰਮ ਵਿਚ ਜਿੱਤੀਆਂ ਪ੍ਰਜੀਸ਼ਨਾਂ: [9, 56, 235, 88]
- article-body: ਬਟਾਲਾ, 15 ਮਈ (ਨਿਜ ਪ੍ਰਤੀਨਿਧ)-ਪੰਜਾਬ ਸਕੂਲ ਸਿੱਖਿਆ ਬੋਰਡ ਵੱਲੋਂ ਐਲਾਨੇ ਗਏ ਬਾਰ੍ਹਵੀਂ ਜਮਾਤ ਦੇ ਨਤੀਜੇ ਵਿਚ ਸਥਾਨਕ ਸਕੂਲ ਦੇ ਵਿਦਿਆਰਥੀਆਂ ਨੇ ਸ਼ਾਨਦਾਰ ਕਾਰਗੁਜ਼ਾਰੀ ਵਿਖਾਉਂਦੇ ਹੋਏ ਸਕੂਲ ਅਤੇ ਮਾਪਿਆਂ ਦਾ ਨਾਂ ਰੌਸ਼ਨ ਕੀਤਾ ਹੈ। ਸਕੂਲ ਦੇ 51 ਵਿਦਿਆਰਥੀਆਂ ਨੇ 90 ਫ਼ੀਸਦੀ ਤੋਂ ਵੱਧ ਅੰਕ ਪ੍ਰਾਪਤ ਕੀਤੇ ਹਨ। ਪ੍ਰਿੰਸੀਪਲ ਨੇ ਦੱਸਿਆ ਕਿ ਵਿਦਿਆਰਥੀਆਂ ਦੀ ਸਖ਼ਤ ਮਿਹਨਤ ਅਤੇ ਅਧਿਆਪਕਾਂ ਦੀ ਲਗਨ ਸਦਕਾ ਇਹ ਨਤੀਜਾ ਸੰਭਵ ਹੋਇਆ ਹੈ। ਮਾਪਿਆਂ ਨੇ ਵੀ ਸਕੂਲ ਪ੍ਰਬੰਧਕਾਂ ਦਾ ਧੰਨਵਾਦ ਕੀਤਾ। ਵਿਦਿਆਰਥੀਆਂ ਨੇ ਆਪਣੀ ਸਫ਼ਲਤਾ ਦਾ ਸਿਹਰਾ ਆਪਣੇ ਮਾਪਿਆਂ ਅਤੇ ਅਧਿਆਪਕਾਂ ਨੂੰ ਦਿੱਤਾ।: [242, 108, 342, 212]
- article-a14: [710, 438, 935, 691]
- student-photo: [656, 629, 700, 671]
- left-column: [8, 56, 236, 1476]
- article-a4: [8, 589, 236, 697]
